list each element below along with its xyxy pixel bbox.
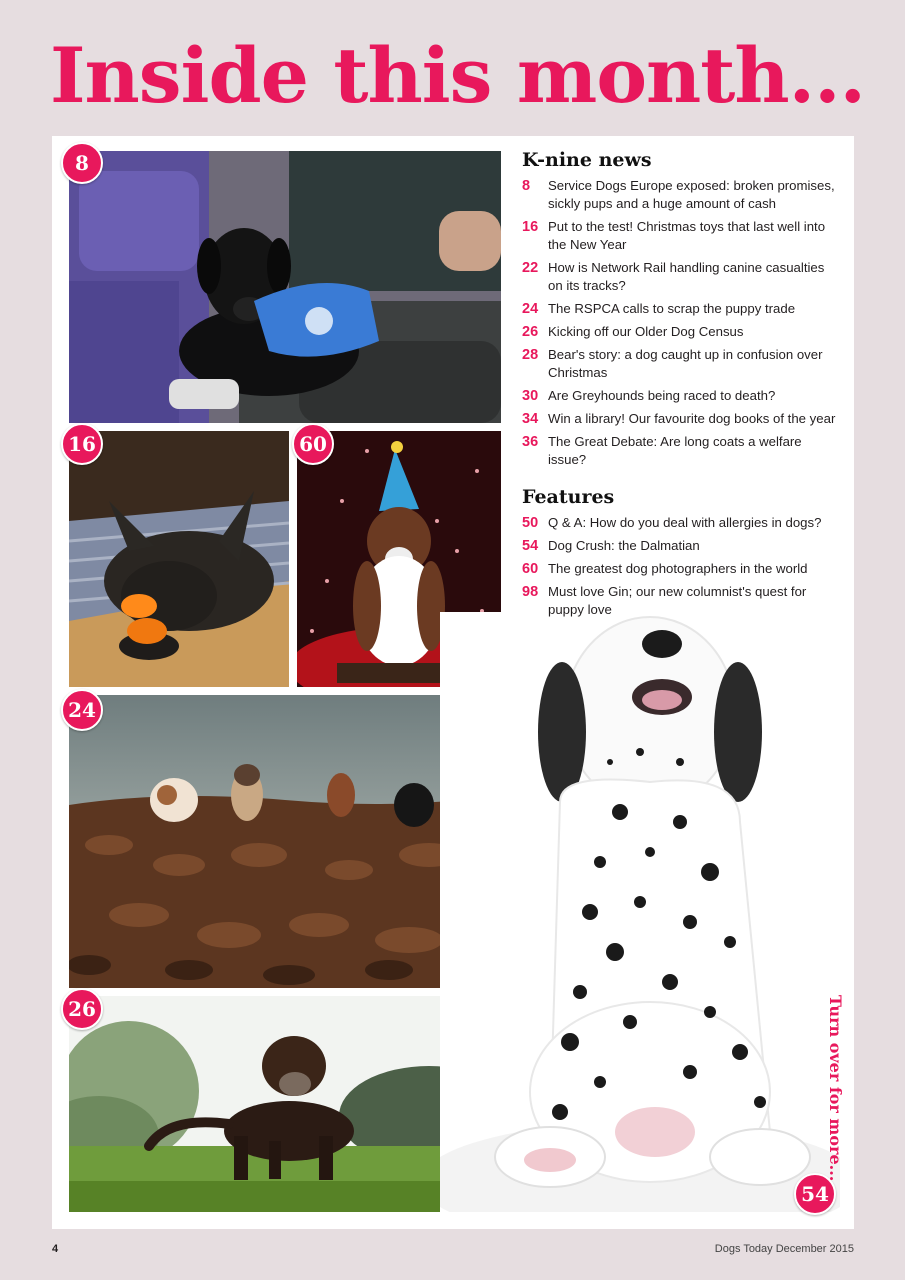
toc-entry xyxy=(522,560,842,578)
page-badge-16: 16 xyxy=(61,423,103,465)
entry-title: How is Network Rail handling canine casualties on its tracks? xyxy=(548,259,825,293)
entry-page-number: 50 xyxy=(522,514,539,531)
entry-page-number: 34 xyxy=(522,410,539,427)
table-of-contents xyxy=(522,150,842,624)
publication-issue: Dogs Today December 2015 xyxy=(714,1243,854,1255)
photo-dalmatian xyxy=(440,612,840,1212)
photo-older-dog xyxy=(69,996,501,1212)
section-heading: K-nine news xyxy=(522,149,652,171)
page-badge-54: 54 xyxy=(794,1173,836,1215)
page-title: Inside this month... xyxy=(50,31,865,120)
page-badge-60: 60 xyxy=(292,423,334,465)
toc-entry xyxy=(522,259,842,295)
turn-over-note: Turn over for more... xyxy=(826,995,845,1182)
toc-entry xyxy=(522,537,842,555)
entry-title: Q & A: How do you deal with allergies in dogs? xyxy=(548,514,822,530)
entry-page-number: 30 xyxy=(522,387,539,404)
entry-page-number: 36 xyxy=(522,433,539,450)
entry-page-number: 24 xyxy=(522,300,539,317)
entry-page-number: 26 xyxy=(522,323,539,340)
page-badge-24: 24 xyxy=(61,689,103,731)
page-badge-26: 26 xyxy=(61,988,103,1030)
entry-page-number: 54 xyxy=(522,537,539,554)
page-number: 4 xyxy=(52,1243,59,1255)
section-heading: Features xyxy=(522,485,615,508)
toc-entry xyxy=(522,346,842,382)
toc-entry xyxy=(522,218,842,254)
toc-entry xyxy=(522,300,842,318)
toc-entry xyxy=(522,177,842,213)
entry-page-number: 98 xyxy=(522,583,539,600)
toc-entry xyxy=(522,410,842,428)
toc-entry xyxy=(522,433,842,469)
entry-title: Must love Gin; our new columnist's quest for puppy love xyxy=(548,583,807,617)
entry-title: Service Dogs Europe exposed: broken promises, sickly pups and a huge amount of cash xyxy=(548,177,835,211)
entry-title: The greatest dog photographers in the world xyxy=(548,560,808,576)
entry-title: Dog Crush: the Dalmatian xyxy=(548,537,700,553)
entry-title: Kicking off our Older Dog Census xyxy=(548,323,744,339)
toc-entry xyxy=(522,387,842,405)
entry-title: The RSPCA calls to scrap the puppy trade xyxy=(548,300,796,316)
entry-title: Are Greyhounds being raced to death? xyxy=(548,387,776,403)
toc-entry xyxy=(522,583,842,619)
entry-title: Bear's story: a dog caught up in confusion over Christmas xyxy=(548,346,823,380)
entry-title: The Great Debate: Are long coats a welfare issue? xyxy=(548,433,802,467)
section-features xyxy=(522,487,842,619)
entry-title: Put to the test! Christmas toys that last well into the New Year xyxy=(548,218,826,252)
entry-page-number: 16 xyxy=(522,218,539,235)
photo-dog-with-toy xyxy=(69,431,289,687)
entry-title: Win a library! Our favourite dog books of the year xyxy=(548,410,836,426)
entry-page-number: 28 xyxy=(522,346,539,363)
page-badge-8: 8 xyxy=(61,142,103,184)
photo-puppies-scrap xyxy=(69,695,501,988)
section-k-nine-news xyxy=(522,150,842,469)
toc-entry xyxy=(522,323,842,341)
toc-entry xyxy=(522,514,842,532)
entry-page-number: 60 xyxy=(522,560,539,577)
entry-page-number: 22 xyxy=(522,259,539,276)
photo-service-dog xyxy=(69,151,501,423)
entry-page-number: 8 xyxy=(522,177,531,194)
